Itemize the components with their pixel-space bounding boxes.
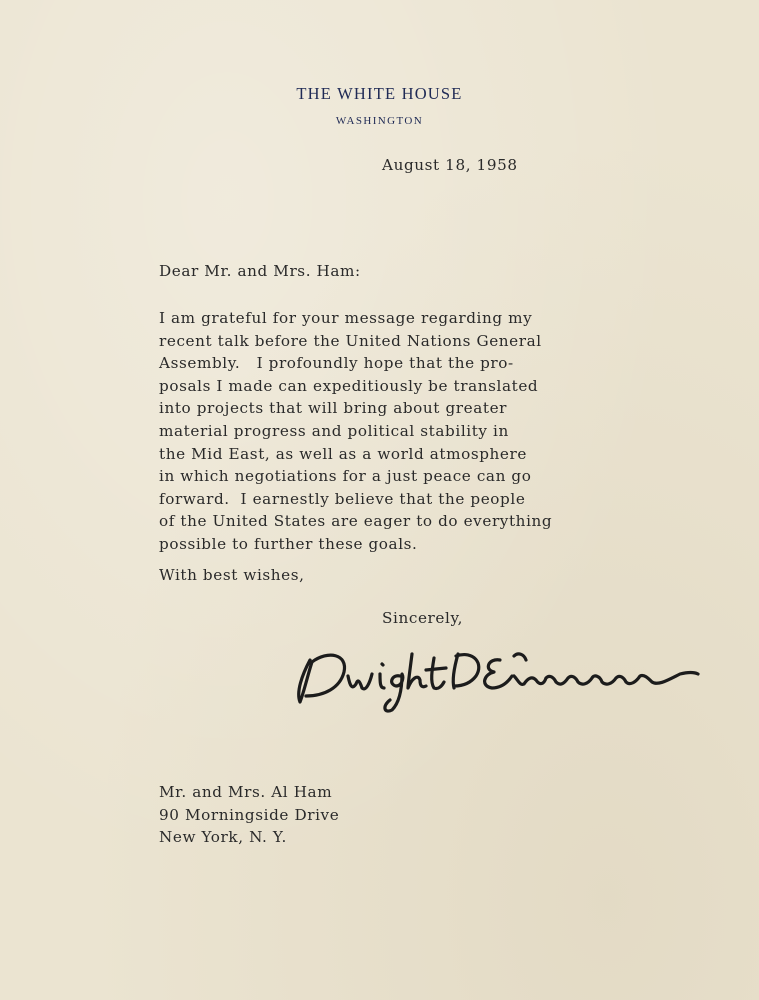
- body-line: in which negotiations for a just peace can go: [159, 467, 532, 486]
- recipient-address: [159, 781, 339, 849]
- sign-off: Sincerely,: [382, 609, 464, 627]
- letter-date: August 18, 1958: [382, 156, 518, 174]
- body-line: posals I made can expeditiously be translated: [159, 376, 539, 395]
- letterhead-city: WASHINGTON: [335, 115, 424, 127]
- body-line: I am grateful for your message regarding my: [159, 309, 533, 327]
- body-line: possible to further these goals.: [159, 534, 418, 553]
- body-line: material progress and political stability in: [159, 421, 509, 440]
- body-line: into projects that will bring about greater: [159, 399, 508, 418]
- signature: [288, 630, 708, 720]
- body-line: Assembly. I profoundly hope that the pro-: [159, 354, 514, 373]
- body-line: of the United States are eager to do everything: [159, 512, 553, 531]
- body-line: forward. I earnestly believe that the people: [159, 489, 526, 508]
- body-line: the Mid East, as well as a world atmosphere: [159, 444, 527, 463]
- salutation: Dear Mr. and Mrs. Ham:: [159, 262, 361, 280]
- address-line: 90 Morningside Drive: [159, 805, 340, 824]
- body-line: recent talk before the United Nations General: [159, 331, 542, 350]
- address-line: New York, N. Y.: [159, 828, 287, 847]
- letter-body: [159, 307, 619, 556]
- address-line: Mr. and Mrs. Al Ham: [159, 783, 333, 801]
- letterhead-title: THE WHITE HOUSE: [296, 84, 463, 103]
- closing: With best wishes,: [159, 566, 305, 584]
